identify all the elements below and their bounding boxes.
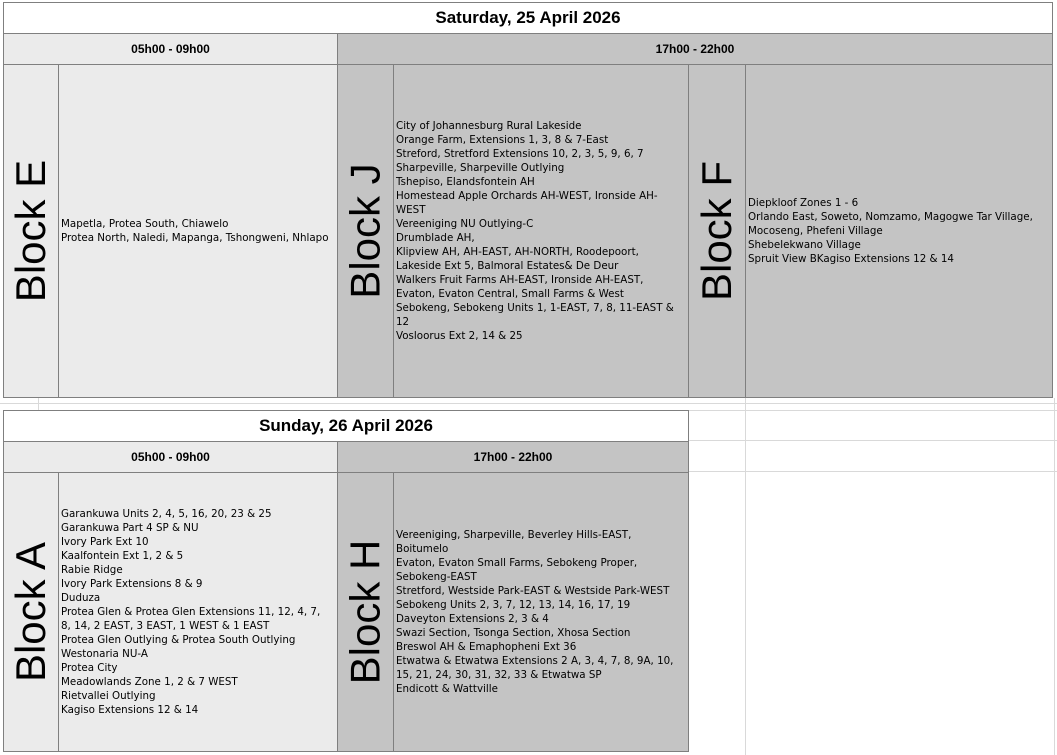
area-entry: Etwatwa & Etwatwa Extensions 2 A, 3, 4, 7, 8, 9A, 10, 15, 21, 24, 30, 31, 32, 33 & Etwatwa SP	[396, 655, 674, 681]
block-label: Block H	[341, 539, 389, 685]
day-title: Sunday, 26 April 2026	[3, 410, 689, 442]
morning-time-slot: 05h00 - 09h00	[3, 441, 338, 473]
area-entry: Stretford, Westside Park-EAST & Westside Park-WEST	[396, 585, 670, 597]
area-entry: Vereeniging, Sharpeville, Beverley Hills-EAST, Boitumelo	[396, 529, 632, 555]
block-label: Block F	[693, 160, 740, 302]
area-entry: Mapetla, Protea South, Chiawelo	[61, 218, 229, 230]
area-entry: Vosloorus Ext 2, 14 & 25	[396, 330, 523, 342]
area-entry: Protea Glen Outlying & Protea South Outlying	[61, 634, 296, 646]
area-entry: Spruit View BKagiso Extensions 12 & 14	[748, 253, 954, 265]
area-list-cell	[393, 472, 689, 752]
area-entry: Tshepiso, Elandsfontein AH	[396, 176, 535, 188]
area-entry: Kaalfontein Ext 1, 2 & 5	[61, 550, 184, 562]
area-entry: Kagiso Extensions 12 & 14	[61, 704, 199, 716]
sheet-gridline	[38, 398, 39, 410]
area-entry: Endicott & Wattville	[396, 683, 498, 695]
block-label: Block A	[7, 541, 55, 683]
block-label-cell	[337, 472, 394, 752]
area-list	[396, 528, 684, 696]
area-entry: Ivory Park Extensions 8 & 9	[61, 578, 203, 590]
area-entry: Garankuwa Part 4 SP & NU	[61, 522, 199, 534]
area-list	[61, 217, 333, 245]
area-entry: Klipview AH, AH-EAST, AH-NORTH, Roodepoort, Lakeside Ext 5, Balmoral Estates& De Deur	[396, 246, 639, 272]
area-entry: Rietvallei Outlying	[61, 690, 156, 702]
sheet-gridline	[1054, 398, 1055, 755]
area-entry: City of Johannesburg Rural Lakeside	[396, 120, 582, 132]
area-list-cell	[58, 64, 338, 398]
area-entry: Shebelekwano Village	[748, 239, 861, 251]
area-entry: Garankuwa Units 2, 4, 5, 16, 20, 23 & 25	[61, 508, 272, 520]
area-entry: Diepkloof Zones 1 - 6	[748, 197, 859, 209]
area-entry: Orlando East, Soweto, Nomzamo, Magogwe Tar Village, Mocoseng, Phefeni Village	[748, 211, 1033, 237]
area-entry: Vereeniging NU Outlying-C	[396, 218, 534, 230]
area-entry: Sebokeng Units 2, 3, 7, 12, 13, 14, 16, 17, 19	[396, 599, 631, 611]
area-entry: Orange Farm, Extensions 1, 3, 8 & 7-East	[396, 134, 609, 146]
sheet-gridline	[0, 403, 1057, 404]
area-entry: Drumblade AH,	[396, 232, 475, 244]
area-entry: Protea Glen & Protea Glen Extensions 11, 12, 4, 7, 8, 14, 2 EAST, 3 EAST, 1 WEST & 1 EAST	[61, 606, 321, 632]
area-entry: Sebokeng, Sebokeng Units 1, 1-EAST, 7, 8, 11-EAST & 12	[396, 302, 674, 328]
area-entry: Ivory Park Ext 10	[61, 536, 149, 548]
area-entry: Evaton, Evaton Small Farms, Sebokeng Proper, Sebokeng-EAST	[396, 557, 638, 583]
area-list	[61, 507, 333, 717]
area-list-cell	[393, 64, 689, 398]
area-entry: Streford, Stretford Extensions 10, 2, 3, 5, 9, 6, 7	[396, 148, 644, 160]
block-label-cell	[337, 64, 394, 398]
block-label-cell	[3, 64, 59, 398]
area-list-cell	[58, 472, 338, 752]
morning-time-slot: 05h00 - 09h00	[3, 33, 338, 65]
area-entry: Duduza	[61, 592, 101, 604]
block-label: Block E	[7, 159, 55, 303]
block-label: Block J	[341, 163, 389, 299]
block-label-cell	[3, 472, 59, 752]
area-entry: Protea City	[61, 662, 118, 674]
area-entry: Homestead Apple Orchards AH-WEST, Ironside AH-WEST	[396, 190, 658, 216]
area-list	[396, 119, 684, 343]
area-entry: Meadowlands Zone 1, 2 & 7 WEST	[61, 676, 238, 688]
area-entry: Walkers Fruit Farms AH-EAST, Ironside AH-EAST, Evaton, Evaton Central, Small Farms & West	[396, 274, 644, 300]
area-entry: Sharpeville, Sharpeville Outlying	[396, 162, 565, 174]
area-list-cell	[745, 64, 1053, 398]
area-entry: Protea North, Naledi, Mapanga, Tshongweni, Nhlapo	[61, 232, 329, 244]
block-label-cell	[688, 64, 746, 398]
area-entry: Swazi Section, Tsonga Section, Xhosa Section	[396, 627, 631, 639]
evening-time-slot: 17h00 - 22h00	[337, 441, 689, 473]
area-entry: Rabie Ridge	[61, 564, 123, 576]
sheet-gridline	[745, 398, 746, 755]
area-entry: Breswol AH & Emaphopheni Ext 36	[396, 641, 577, 653]
area-entry: Daveyton Extensions 2, 3 & 4	[396, 613, 549, 625]
evening-time-slot: 17h00 - 22h00	[337, 33, 1053, 65]
area-list	[748, 196, 1048, 266]
day-title: Saturday, 25 April 2026	[3, 2, 1053, 34]
area-entry: Westonaria NU-A	[61, 648, 148, 660]
